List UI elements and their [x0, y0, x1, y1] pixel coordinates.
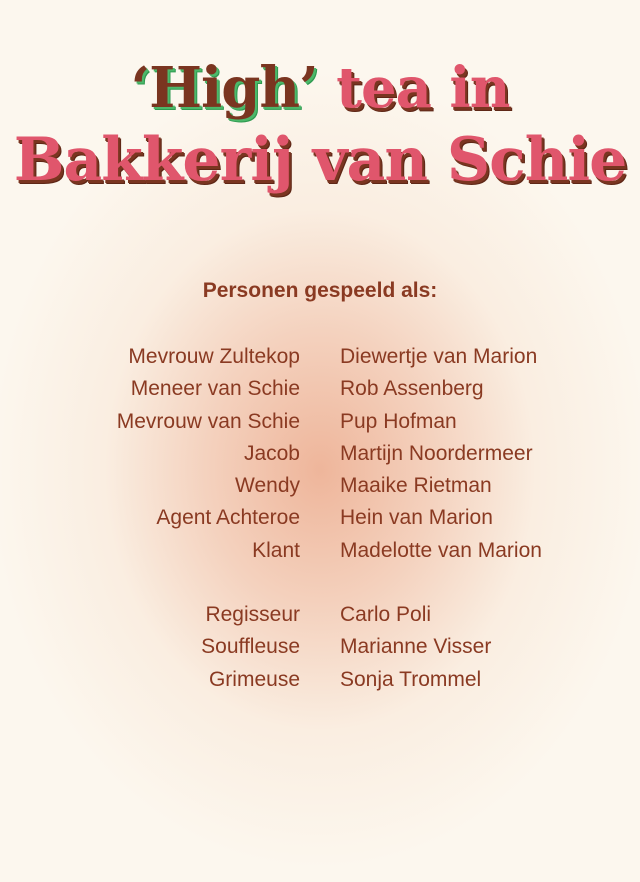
role-name: Meneer van Schie: [130, 377, 300, 401]
crew-role: Grimeuse: [208, 667, 300, 691]
crew-name: Marianne Visser: [340, 635, 492, 659]
role-name: Jacob: [243, 441, 300, 465]
title-bakkerij: Bakkerij van Schie: [13, 125, 627, 195]
cast-list: [0, 341, 640, 567]
crew-name: Carlo Poli: [340, 603, 432, 626]
cast-row: [0, 502, 640, 534]
crew-name: Sonja Trommel: [340, 667, 482, 691]
actor-name: Madelotte van Marion: [340, 538, 542, 562]
actor-name: Hein van Marion: [340, 506, 493, 530]
title-line-2: [0, 126, 640, 194]
actor-name: Pup Hofman: [340, 409, 457, 433]
crew-list: [0, 599, 640, 696]
title-line-1: [0, 56, 640, 120]
cast-row: [0, 341, 640, 373]
cast-heading: Personen gespeeld als:: [202, 279, 438, 302]
title-high: ‘High’: [130, 55, 318, 121]
cast-row: [0, 438, 640, 470]
crew-row: [0, 664, 640, 696]
role-name: Klant: [252, 538, 300, 562]
crew-role: Souffleuse: [201, 635, 300, 659]
role-name: Mevrouw van Schie: [116, 409, 300, 433]
actor-name: Diewertje van Marion: [340, 345, 538, 368]
cast-row: [0, 406, 640, 438]
actor-name: Martijn Noordermeer: [340, 441, 533, 465]
title-tea-in: tea in: [336, 55, 510, 121]
role-name: Mevrouw Zultekop: [128, 345, 300, 368]
cast-row: [0, 470, 640, 502]
role-name: Wendy: [235, 474, 300, 498]
actor-name: Rob Assenberg: [340, 377, 484, 401]
cast-row: [0, 373, 640, 405]
cast-row: [0, 535, 640, 567]
role-name: Agent Achteroe: [156, 506, 300, 530]
crew-role: Regisseur: [205, 603, 300, 626]
crew-row: [0, 599, 640, 631]
crew-row: [0, 631, 640, 663]
actor-name: Maaike Rietman: [340, 474, 492, 498]
